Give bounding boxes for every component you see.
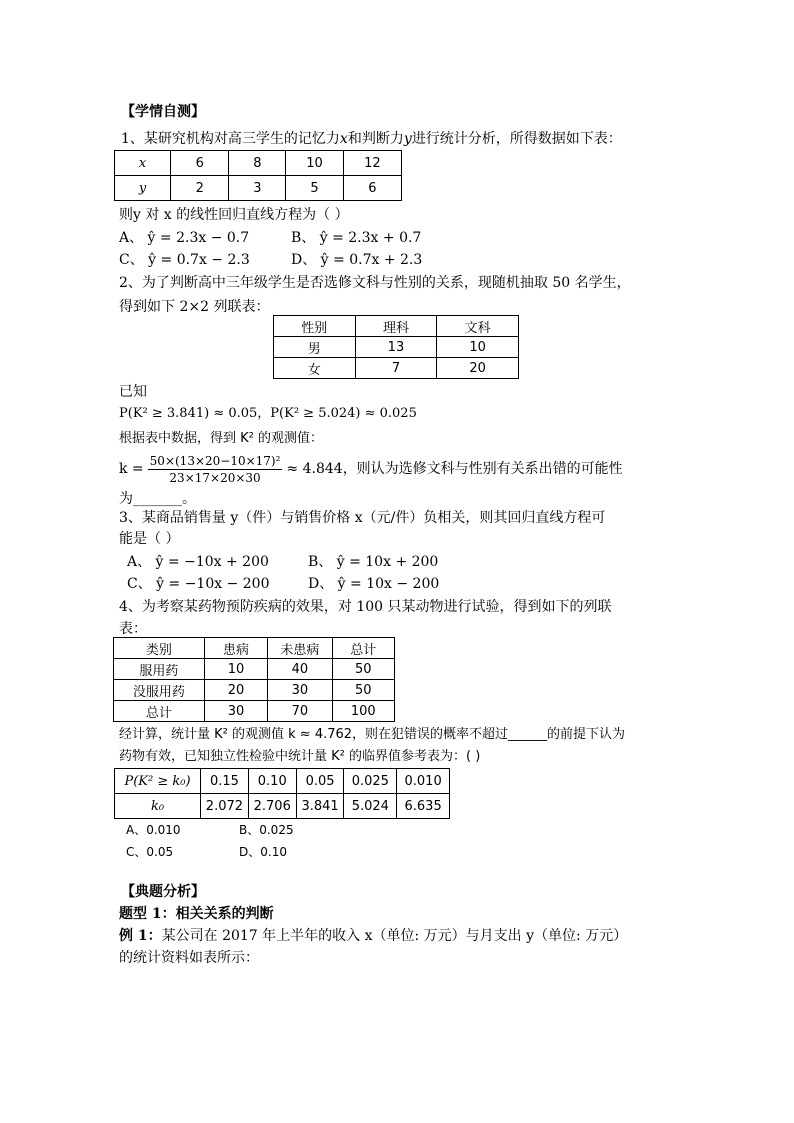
q2-observe: 根据表中数据，得到 K² 的观测值： [119,431,324,446]
q4-cell: 30 [204,701,267,722]
q3-option-d: D、 ŷ = 10x − 200 [308,576,440,592]
q2-cell: 10 [437,337,519,358]
q4-cell: 70 [268,701,332,722]
q1-option-c: C、 ŷ = 0.7x − 2.3 [119,252,250,268]
q4-header-cell: 总计 [332,638,394,659]
q4-critical-value-table [114,768,450,819]
q2-cell: 男 [274,337,356,358]
q4-header-cell: 未患病 [268,638,332,659]
q1-option-a: A、 ŷ = 2.3x − 0.7 [119,230,250,246]
section-title-self-test: 【学情自测】 [121,104,205,120]
q2-fraction-numerator: 50×(13×20−10×17)² [149,453,281,468]
q3-option-b: B、 ŷ = 10x + 200 [308,554,439,570]
q2-formula [119,450,623,488]
q4-option-b: B、0.025 [239,823,294,837]
example-label: 例 1： [119,928,162,944]
q4-cell: 总计 [114,701,205,722]
q2-header-cell: 性别 [274,316,356,337]
q2-cell: 20 [437,358,519,379]
q1-cell: 2 [171,176,229,201]
q4-option-c: C、0.05 [126,845,174,859]
q1-data-table [114,150,402,201]
q3-line2: 能是（ ） [119,531,180,547]
q1-question: 则y 对 x 的线性回归直线方程为（ ） [119,207,349,223]
q1-option-d: D、 ŷ = 0.7x + 2.3 [291,252,423,268]
type-title: 题型 1：相关关系的判断 [119,906,274,922]
q1-stem-y: y [403,131,412,147]
q4-cell: 没服用药 [114,680,205,701]
q1-cell: 6 [171,151,229,176]
q2-header-cell: 文科 [437,316,519,337]
q2-cell: 13 [355,337,437,358]
crit-cell: 5.024 [344,794,397,819]
q4-header-cell: 类别 [114,638,205,659]
crit-cell: 6.635 [397,794,450,819]
q1-cell: 3 [229,176,286,201]
q4-contingency-table [113,637,395,722]
crit-cell: 0.010 [397,769,450,794]
q4-line1: 4、为考察某药物预防疾病的效果，对 100 只某动物进行试验，得到如下的列联 [119,599,612,615]
q4-line2: 表： [119,621,147,637]
q3-option-c: C、 ŷ = −10x − 200 [127,576,270,592]
crit-cell: P(K² ≥ k₀) [115,769,201,794]
q1-cell: 5 [286,176,343,201]
crit-cell: 2.706 [248,794,296,819]
crit-cell: 2.072 [201,794,249,819]
q1-stem [121,130,622,148]
q1-cell: 6 [343,176,401,201]
q1-cell: x [115,151,171,176]
q2-k-value: ≈ 4.844 [286,461,343,477]
q4-cell: 50 [332,680,394,701]
q2-fraction [148,453,283,486]
crit-cell: 0.10 [248,769,296,794]
q2-fraction-denominator: 23×17×20×30 [169,470,261,485]
q1-option-b: B、 ŷ = 2.3x + 0.7 [291,230,422,246]
q4-cell: 10 [204,659,267,680]
example-text: 某公司在 2017 年上半年的收入 x（单位: 万元）与月支出 y（单位: 万元） [161,928,628,944]
q2-known: 已知 [119,384,147,400]
q2-cell: 7 [355,358,437,379]
q4-cell: 40 [268,659,332,680]
example-1-line2: 的统计资料如表所示： [119,950,259,966]
q2-probabilities: P(K² ≥ 3.841) ≈ 0.05，P(K² ≥ 5.024) ≈ 0.025 [119,406,417,421]
q1-stem-suffix: 进行统计分析，所得数据如下表： [411,131,622,147]
q2-k-prefix: k = [119,461,144,477]
q4-line3: 经计算，统计量 K² 的观测值 k ≈ 4.762，则在犯错误的概率不超过______的前提下认为 [119,727,626,742]
q2-cell: 女 [274,358,356,379]
q1-stem-x: x [339,131,348,147]
q1-stem-prefix: 1、某研究机构对高三学生的记忆力 [121,131,340,147]
q4-cell: 30 [268,680,332,701]
q2-line1: 2、为了判断高中三年级学生是否选修文科与性别的关系，现随机抽取 50 名学生， [119,275,631,291]
q3-option-a: A、 ŷ = −10x + 200 [127,554,269,570]
section-title-analysis: 【典题分析】 [121,884,205,900]
q4-option-d: D、0.10 [239,845,287,859]
crit-cell: k₀ [115,794,201,819]
crit-cell: 0.15 [201,769,249,794]
q1-stem-mid: 和判断力 [347,131,404,147]
q1-cell: 10 [286,151,343,176]
q2-contingency-table [273,315,519,379]
q4-option-a: A、0.010 [126,823,181,837]
example-1-line1 [119,927,627,945]
q1-cell: y [115,176,171,201]
q4-header-cell: 患病 [204,638,267,659]
crit-cell: 0.025 [344,769,397,794]
q3-line1: 3、某商品销售量 y（件）与销售价格 x（元/件）负相关，则其回归直线方程可 [119,510,606,526]
q4-cell: 20 [204,680,267,701]
q4-cell: 100 [332,701,394,722]
q2-tail: ，则认为选修文科与性别有关系出错的可能性 [342,461,623,477]
q1-cell: 8 [229,151,286,176]
q4-line4: 药物有效，已知独立性检验中统计量 K² 的临界值参考表为：( ) [119,749,481,764]
q1-cell: 12 [343,151,401,176]
q2-answer-blank: 为_______。 [119,491,196,507]
crit-cell: 0.05 [296,769,344,794]
q4-cell: 服用药 [114,659,205,680]
crit-cell: 3.841 [296,794,344,819]
q4-cell: 50 [332,659,394,680]
q2-header-cell: 理科 [355,316,437,337]
q2-line2: 得到如下 2×2 列联表： [119,299,270,315]
